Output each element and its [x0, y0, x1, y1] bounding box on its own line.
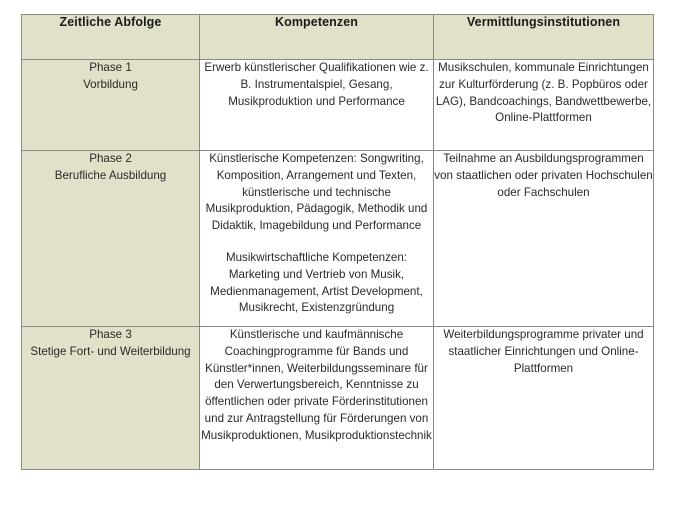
- column-header-kompetenzen: Kompetenzen: [200, 15, 434, 60]
- phase-label-1: Phase 1: [89, 61, 132, 74]
- table-row: [22, 151, 654, 327]
- kompetenzen-paragraph: Erwerb künstlerischer Qualifikationen wie z. B. Instrumentalspiel, Gesang, Musikproduktion und Performance: [204, 61, 429, 108]
- phase-cell-2: [22, 151, 200, 327]
- vermittlungsinstitutionen-cell-2: [434, 151, 654, 327]
- kompetenzen-cell-3: [200, 327, 434, 470]
- phase-cell-1: [22, 60, 200, 151]
- phase-name-3: Stetige Fort- und Weiterbildung: [30, 344, 191, 358]
- phase-label-3: Phase 3: [89, 328, 132, 341]
- kompetenzen-paragraph: Musikwirtschaftliche Kompetenzen: Marketing und Vertrieb von Musik, Medienmanagement, Artist Development, Musikrecht, Existenzgründung: [210, 250, 423, 315]
- vermittlungsinstitutionen-cell-3: [434, 327, 654, 470]
- column-header-zeitliche-abfolge: Zeitliche Abfolge: [22, 15, 200, 60]
- phase-label-2: Phase 2: [89, 152, 132, 165]
- kompetenzen-cell-1: [200, 60, 434, 151]
- vermittlungsinstitutionen-cell-1: [434, 60, 654, 151]
- vermittlungsinstitutionen-paragraph: Teilnahme an Ausbildungsprogrammen von staatlichen oder privaten Hochschulen oder Fachschulen: [434, 152, 653, 199]
- column-header-vermittlungsinstitutionen: Vermittlungsinstitutionen: [434, 15, 654, 60]
- vermittlungsinstitutionen-paragraph: Weiterbildungsprogramme privater und staatlicher Einrichtungen und Online-Plattformen: [443, 328, 644, 375]
- kompetenzen-cell-2: [200, 151, 434, 327]
- table-row: [22, 60, 654, 151]
- table-body: [22, 60, 654, 470]
- phase-overview-table: [21, 14, 654, 470]
- table-row: [22, 327, 654, 470]
- phase-cell-3: [22, 327, 200, 470]
- phase-name-2: Berufliche Ausbildung: [54, 168, 167, 182]
- vermittlungsinstitutionen-paragraph: Musikschulen, kommunale Einrichtungen zur Kulturförderung (z. B. Popbüros oder LAG), Bandcoachings, Bandwettbewerbe, Online-Plattformen: [435, 61, 652, 125]
- phase-name-1: Vorbildung: [83, 77, 138, 91]
- kompetenzen-paragraph: Künstlerische Kompetenzen: Songwriting, Komposition, Arrangement und Texten, künstlerische und technische Musikproduktion, Pädagogik, Methodik und Didaktik, Imagebildung und Performance: [205, 152, 428, 233]
- table-header-row: [22, 15, 654, 60]
- kompetenzen-paragraph: Künstlerische und kaufmännische Coachingprogramme für Bands und Künstler*innen, Weiterbildungsseminare für den Verwertungsbereich, Kenntnisse zu öffentlichen oder private Förderinstitutionen und zur Antragstellung für Förderungen von Musikproduktionen, Musikproduktionstechnik: [201, 328, 432, 442]
- table-header: [22, 15, 654, 60]
